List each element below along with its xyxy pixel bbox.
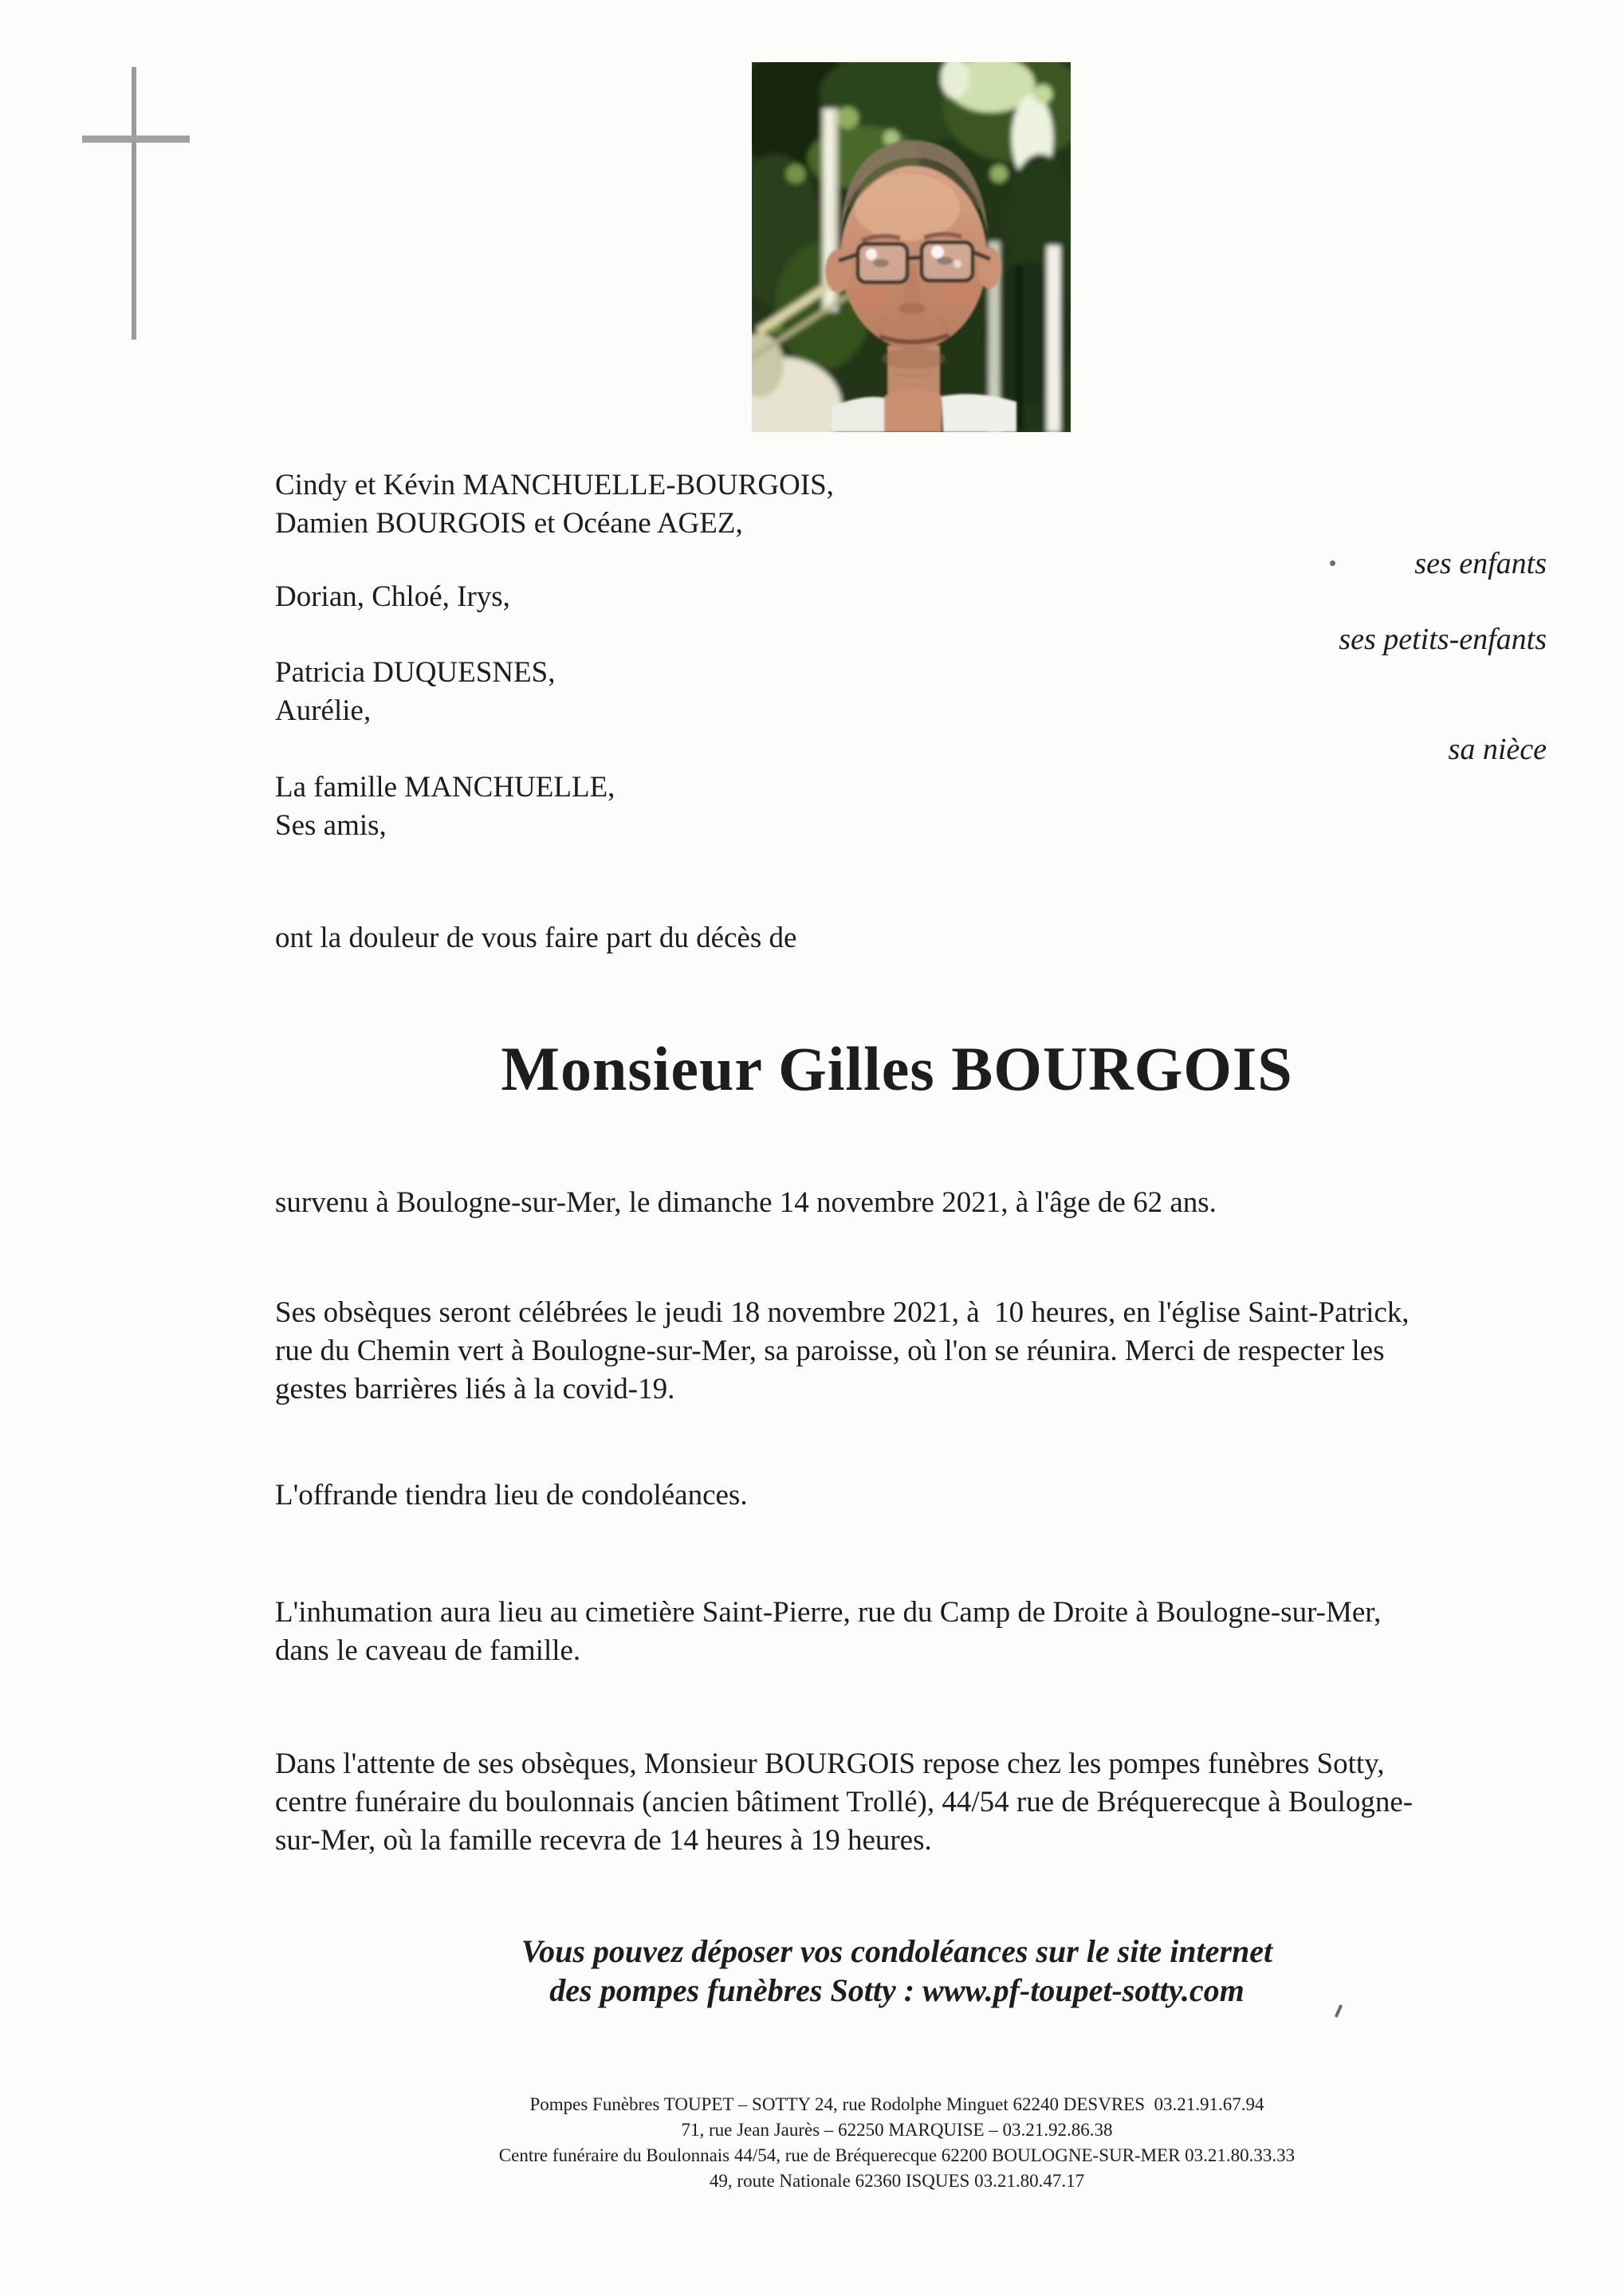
announcement-intro-line: ont la douleur de vous faire part du décès de	[275, 922, 797, 954]
mourner-line: Ses amis,	[275, 809, 387, 842]
condolences-line: Vous pouvez déposer vos condoléances sur le site internet	[521, 1933, 1273, 1969]
condolences-website-notice	[275, 1932, 1519, 2010]
footer-address-line: 71, rue Jean Jaurès – 62250 MARQUISE – 03.21.92.86.38	[681, 2120, 1113, 2140]
mourner-line: Cindy et Kévin MANCHUELLE-BOURGOIS,	[275, 469, 834, 501]
mourner-line: Damien BOURGOIS et Océane AGEZ,	[275, 507, 743, 540]
grandchildren-names	[275, 578, 510, 616]
niece-names	[275, 654, 555, 730]
condolences-line-website: des pompes funèbres Sotty : www.pf-toupet-sotty.com	[549, 1972, 1245, 2008]
repose-line: Dans l'attente de ses obsèques, Monsieur BOURGOIS repose chez les pompes funèbres Sotty,	[275, 1748, 1385, 1780]
burial-line: L'inhumation aura lieu au cimetière Saint-Pierre, rue du Camp de Droite à Boulogne-sur-Mer,	[275, 1596, 1382, 1629]
cross-vertical-bar	[132, 67, 136, 340]
children-relation-label: ses enfants	[1414, 547, 1547, 580]
funeral-home-footer	[275, 2092, 1519, 2194]
repose-line: centre funéraire du boulonnais (ancien bâtiment Trollé), 44/54 rue de Bréquerecque à Boulogne-	[275, 1786, 1414, 1818]
funeral-line: rue du Chemin vert à Boulogne-sur-Mer, sa paroisse, où l'on se réunira. Merci de respecter les	[275, 1335, 1385, 1367]
cross-horizontal-bar	[82, 136, 190, 143]
footer-address-line: 49, route Nationale 62360 ISQUES 03.21.80.47.17	[709, 2171, 1085, 2191]
announcement-intro	[275, 919, 796, 957]
scan-speck-dot	[1330, 560, 1335, 566]
death-info	[275, 1184, 1217, 1222]
repose-paragraph	[275, 1745, 1413, 1860]
footer-address-line: Centre funéraire du Boulonnais 44/54, rue de Bréquerecque 62200 BOULOGNE-SUR-MER 03.21.80.33.33	[498, 2145, 1296, 2165]
mourner-line: Aurélie,	[275, 694, 372, 727]
family-friends-names	[275, 769, 615, 845]
repose-line: sur-Mer, où la famille recevra de 14 heures à 19 heures.	[275, 1824, 932, 1857]
children-names	[275, 466, 834, 543]
offering-paragraph	[275, 1476, 748, 1515]
funeral-line: gestes barrières liés à la covid-19.	[275, 1373, 675, 1406]
cross-icon	[82, 67, 190, 340]
funeral-line: Ses obsèques seront célébrées le jeudi 18 novembre 2021, à 10 heures, en l'église Saint-Patrick,	[275, 1296, 1410, 1329]
grandchildren-relation-label: ses petits-enfants	[1339, 623, 1547, 656]
funeral-paragraph	[275, 1294, 1410, 1409]
portrait-photo	[752, 62, 1071, 432]
offering-line: L'offrande tiendra lieu de condoléances.	[275, 1479, 748, 1512]
niece-relation-label: sa nièce	[1448, 733, 1547, 766]
deceased-name-title: Monsieur Gilles BOURGOIS	[501, 1034, 1293, 1103]
burial-line: dans le caveau de famille.	[275, 1634, 581, 1667]
portrait-photo-illustration	[752, 62, 1071, 432]
mourner-line: La famille MANCHUELLE,	[275, 771, 615, 804]
mourner-line: Dorian, Chloé, Irys,	[275, 580, 510, 613]
mourner-line: Patricia DUQUESNES,	[275, 656, 556, 689]
footer-address-line: Pompes Funèbres TOUPET – SOTTY 24, rue Rodolphe Minguet 62240 DESVRES 03.21.91.67.94	[529, 2094, 1264, 2114]
burial-paragraph	[275, 1594, 1381, 1670]
death-info-line: survenu à Boulogne-sur-Mer, le dimanche 14 novembre 2021, à l'âge de 62 ans.	[275, 1186, 1217, 1219]
